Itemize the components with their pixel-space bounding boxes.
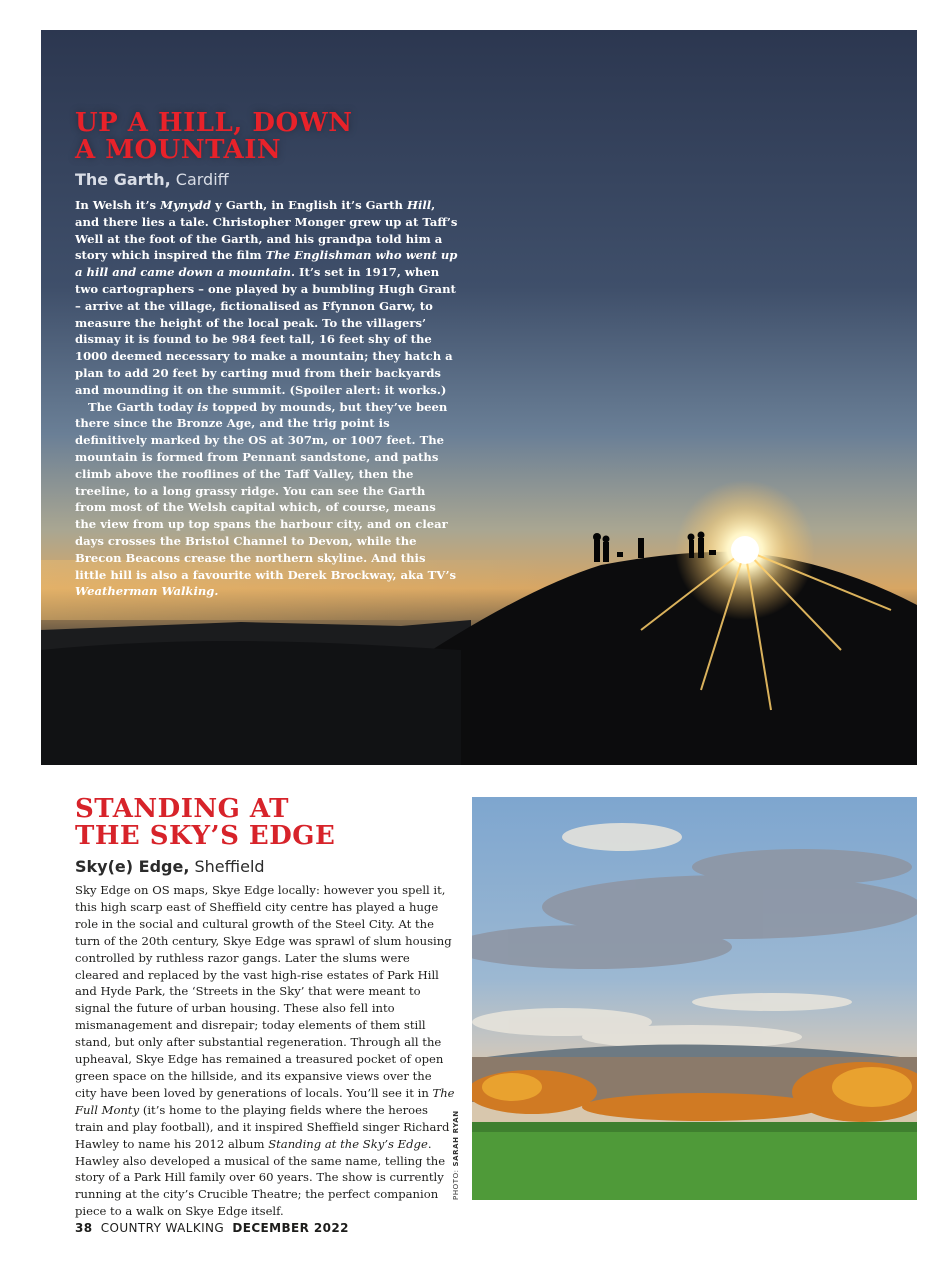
headline-line-1: UP A HILL, DOWN — [75, 108, 353, 138]
photo-skye-edge-view — [472, 797, 917, 1200]
hero-photo-garth-sunset — [41, 30, 917, 765]
paragraph-2 — [75, 399, 460, 601]
body-text-skye-edge — [75, 882, 455, 1220]
text-run-italic: Mynydd — [160, 198, 212, 212]
place-name: Sky(e) Edge, — [75, 857, 190, 876]
text-run: In Welsh it’s — [75, 198, 161, 212]
headline-line-2: THE SKY’S EDGE — [75, 821, 336, 851]
text-run: , and there lies a tale. Christopher Monger grew up at Taff’s Well at the foot of the Garth, and his grandpa told him a story which inspired the film — [75, 198, 458, 263]
place-location: Sheffield — [194, 857, 265, 876]
text-run: y Garth, in English it’s Garth — [211, 198, 407, 212]
film-title: The Full Monty — [75, 1085, 455, 1117]
album-title: Standing at the Sky’s Edge — [268, 1136, 428, 1151]
paragraph-1 — [75, 197, 460, 399]
photo-credit-name: SARAH RYAN — [452, 1110, 460, 1167]
headline-line-2: A MOUNTAIN — [75, 135, 282, 165]
text-run-italic: is — [197, 399, 209, 414]
headline-line-1: STANDING AT — [75, 794, 289, 824]
text-run: . It’s set in 1917, when two cartographers – one played by a bumbling Hugh Grant – arrive at the village, fictionalised as Ffynnon Garw, to measure the height of the local peak. To the villagers’ dismay it is found to be 984 feet tall, 16 feet shy of the 1000 deemed necessary to make a mountain; they hatch a plan to add 20 feet by carting mud from their backyards and mounding it on the summit. (Spoiler alert: it works.) — [75, 265, 456, 397]
place-name: The Garth, — [75, 170, 171, 189]
headline-skye-edge — [75, 796, 455, 850]
text-run: Sky Edge on OS maps, Skye Edge locally: however you spell it, this high scarp east of Sheffield city centre has played a huge role in the social and cultural growth of the Steel City. At the turn of the 20th century, Skye Edge was sprawl of slum housing controlled by ruthless razor gangs. Later the slums were cleared and replaced by the vast high-rise estates of Park Hill and Hyde Park, the ‘Streets in the Sky’ that were meant to signal the future of urban housing. These also fell into mismanagement and disrepair; today elements of them still stand, but only after substantial regeneration. Through all the upheaval, Skye Edge has remained a treasured pocket of open green space on the hillside, and its expansive views over the city have been loved by generations of locals. You’ll see it in — [75, 883, 452, 1100]
subhead-skye-edge — [75, 857, 455, 876]
text-run: (it’s home to the playing fields where the heroes train and play football), and it inspired Sheffield singer Richard Hawley to name his 2012 album — [75, 1102, 450, 1151]
page-footer — [75, 1221, 349, 1235]
article-skye-edge — [75, 796, 455, 1220]
page-number: 38 — [75, 1221, 93, 1235]
photo-credit-label: PHOTO: — [452, 1166, 460, 1200]
headline-garth — [75, 110, 460, 164]
text-run: . Hawley also developed a musical of the same name, telling the story of a Park Hill family over 60 years. The show is currently running at the city’s Crucible Theatre; the perfect companion piece to a walk on Skye Edge itself. — [75, 1136, 446, 1219]
body-text-garth — [75, 197, 460, 600]
place-location: Cardiff — [175, 170, 229, 189]
article-garth — [75, 110, 460, 600]
skye-edge-landscape-image — [472, 797, 917, 1200]
photo-credit — [452, 1110, 460, 1200]
text-run-italic: Hill — [407, 198, 432, 212]
issue-date: DECEMBER 2022 — [232, 1221, 349, 1235]
tv-show-title: Weatherman Walking. — [75, 584, 219, 599]
subhead-garth — [75, 170, 460, 189]
film-title: The Englishman who went up a hill and came down a mountain — [75, 248, 458, 280]
magazine-name: COUNTRY WALKING — [100, 1221, 225, 1235]
paragraph-1 — [75, 882, 455, 1220]
text-run: The Garth today — [88, 399, 198, 414]
text-run: topped by mounds, but they’ve been there since the Bronze Age, and the trig point is definitively marked by the OS at 307m, or 1007 feet. The mountain is formed from Pennant sandstone, and paths climb above the rooflines of the Taff Valley, then the treeline, to a long grassy ridge. You can see the Garth from most of the Welsh capital which, of course, means the view from up top spans the harbour city, and on clear days crosses the Bristol Channel to Devon, while the Brecon Beacons crease the northern skyline. And this little hill is also a favourite with Derek Brockway, aka TV’s — [75, 399, 457, 582]
